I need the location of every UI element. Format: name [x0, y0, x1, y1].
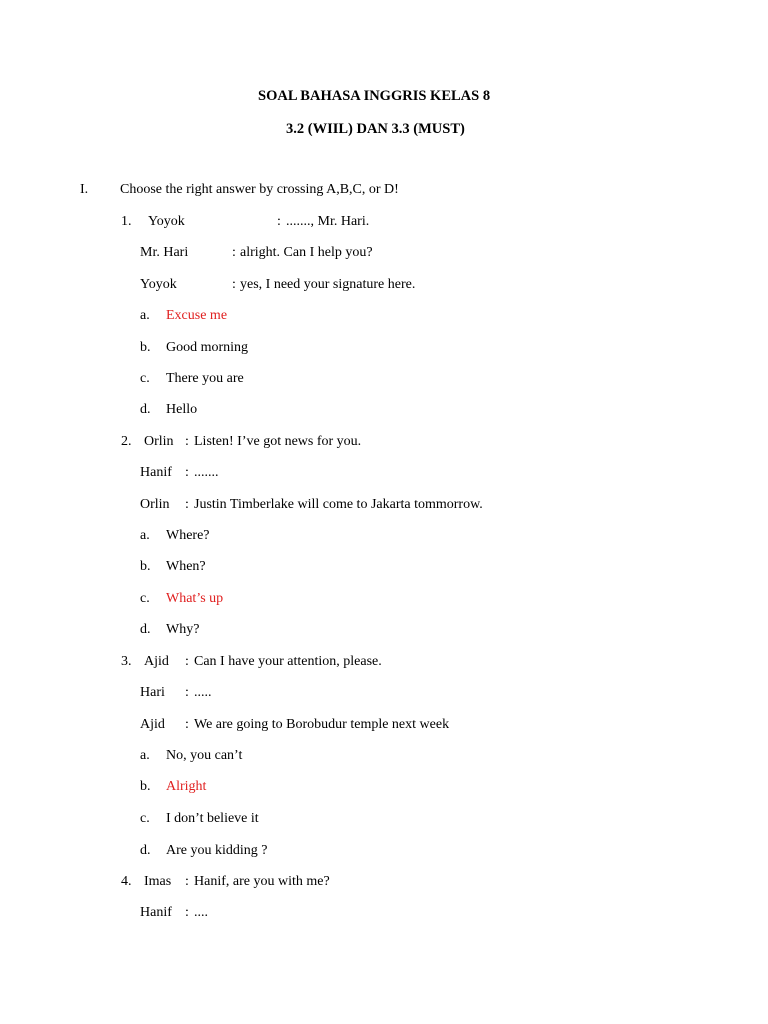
- dialog-line: Listen! I’ve got news for you.: [194, 434, 362, 449]
- option-text: Why?: [166, 622, 200, 637]
- dialog-speaker: Ajid: [140, 717, 165, 732]
- option-text-correct: Alright: [166, 779, 207, 794]
- dialog-speaker: Hari: [140, 685, 165, 700]
- question-number: 2.: [121, 434, 132, 449]
- section-number: I.: [80, 182, 89, 197]
- dialog-colon: :: [277, 214, 281, 229]
- dialog-line: ......., Mr. Hari.: [286, 214, 370, 229]
- option-text: I don’t believe it: [166, 811, 259, 826]
- dialog-colon: :: [232, 245, 236, 260]
- dialog-colon: :: [232, 277, 236, 292]
- option-letter: a.: [140, 528, 150, 543]
- option-text: When?: [166, 559, 206, 574]
- dialog-line: We are going to Borobudur temple next week: [194, 717, 450, 732]
- page-title: SOAL BAHASA INGGRIS KELAS 8: [258, 88, 491, 104]
- dialog-colon: :: [185, 654, 189, 669]
- option-letter: a.: [140, 308, 150, 323]
- page-subtitle: 3.2 (WIIL) DAN 3.3 (MUST): [286, 121, 465, 137]
- dialog-line: Hanif, are you with me?: [194, 874, 330, 889]
- option-letter: d.: [140, 402, 151, 417]
- section-instruction: Choose the right answer by crossing A,B,C, or D!: [120, 182, 399, 197]
- dialog-line: Can I have your attention, please.: [194, 654, 382, 669]
- option-letter: c.: [140, 811, 150, 826]
- option-letter: d.: [140, 622, 151, 637]
- option-text: Where?: [166, 528, 210, 543]
- dialog-speaker: Imas: [144, 874, 172, 889]
- option-letter: b.: [140, 779, 151, 794]
- dialog-colon: :: [185, 905, 189, 920]
- option-letter: d.: [140, 843, 151, 858]
- dialog-colon: :: [185, 685, 189, 700]
- option-text-correct: Excuse me: [166, 308, 228, 323]
- option-text: There you are: [166, 371, 244, 386]
- question-number: 1.: [121, 214, 132, 229]
- option-text: Hello: [166, 402, 198, 417]
- dialog-speaker: Yoyok: [148, 214, 185, 229]
- dialog-line: yes, I need your signature here.: [240, 277, 416, 292]
- dialog-speaker: Yoyok: [140, 277, 177, 292]
- dialog-colon: :: [185, 465, 189, 480]
- option-text-correct: What’s up: [166, 591, 224, 606]
- dialog-line: .......: [194, 465, 219, 480]
- option-letter: c.: [140, 591, 150, 606]
- dialog-speaker: Hanif: [140, 905, 172, 920]
- dialog-line: ....: [194, 905, 208, 920]
- dialog-line: .....: [194, 685, 212, 700]
- option-letter: b.: [140, 559, 151, 574]
- question-number: 3.: [121, 654, 132, 669]
- dialog-speaker: Orlin: [140, 497, 170, 512]
- dialog-speaker: Ajid: [144, 654, 169, 669]
- question-number: 4.: [121, 874, 132, 889]
- dialog-colon: :: [185, 434, 189, 449]
- dialog-colon: :: [185, 717, 189, 732]
- option-letter: a.: [140, 748, 150, 763]
- option-letter: c.: [140, 371, 150, 386]
- dialog-line: Justin Timberlake will come to Jakarta tommorrow.: [194, 497, 483, 512]
- dialog-speaker: Orlin: [144, 434, 174, 449]
- dialog-line: alright. Can I help you?: [240, 245, 373, 260]
- option-text: No, you can’t: [166, 748, 243, 763]
- dialog-colon: :: [185, 874, 189, 889]
- option-letter: b.: [140, 340, 151, 355]
- dialog-speaker: Mr. Hari: [140, 245, 189, 260]
- option-text: Are you kidding ?: [166, 843, 268, 858]
- option-text: Good morning: [166, 340, 249, 355]
- dialog-speaker: Hanif: [140, 465, 172, 480]
- dialog-colon: :: [185, 497, 189, 512]
